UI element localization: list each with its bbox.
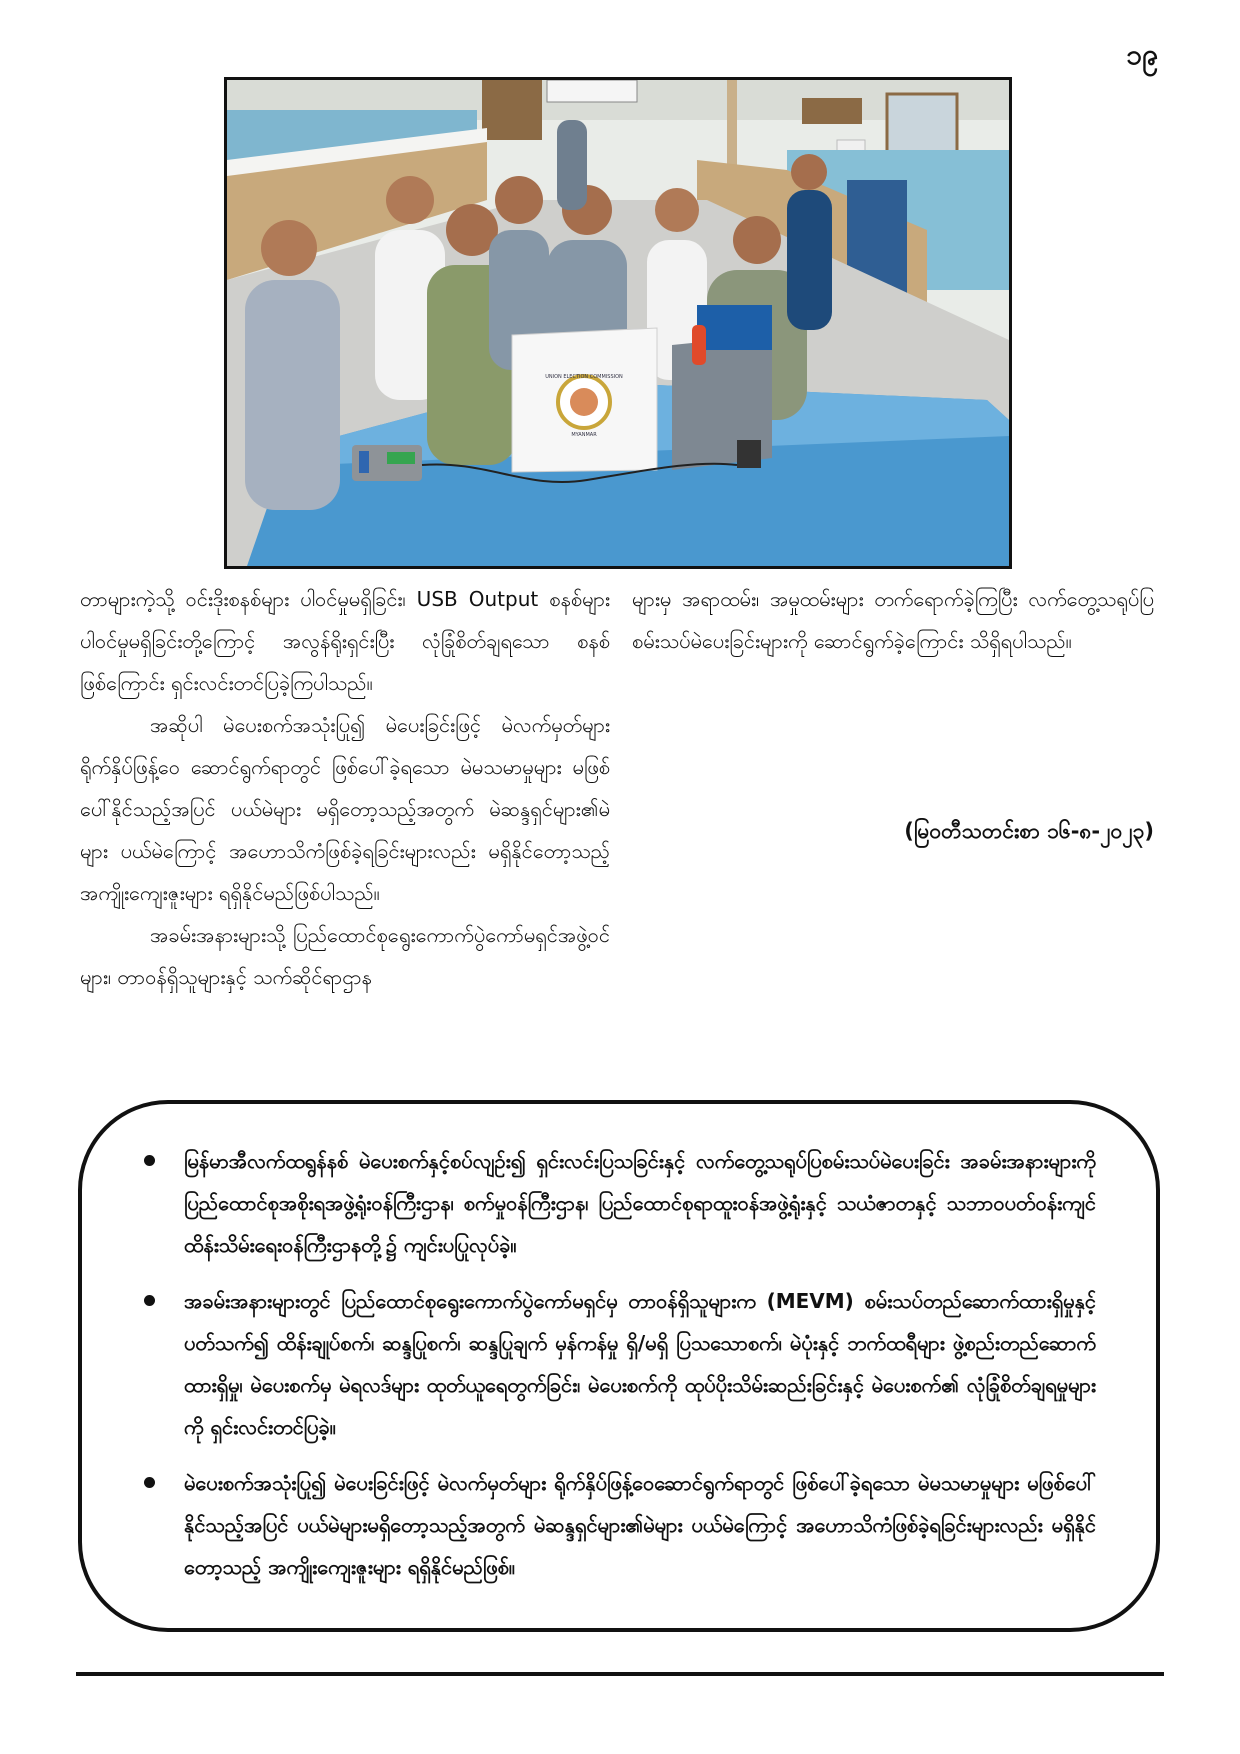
bullet-icon	[144, 1155, 155, 1166]
emblem-text-bottom: MYANMAR	[571, 432, 597, 438]
article-paragraph: အခမ်းအနားများသို့ ပြည်ထောင်စုရွေးကောက်ပွဲကော်မရှင်အဖွဲ့ဝင်များ၊ တာဝန်ရှိသူများနှင့် သက်ဆိုင်ရာဌာန	[80, 923, 610, 989]
event-photo-illustration	[227, 80, 1009, 566]
article-paragraph: များမှ အရာထမ်း၊ အမှုထမ်းများ တက်ရောက်ခဲ့ကြပြီး လက်တွေ့သရုပ်ပြစမ်းသပ်မဲပေးခြင်းများကို ဆောင်ရွက်ခဲ့ကြောင်း သိရှိရပါသည်။	[632, 587, 1154, 653]
article-paragraph: အဆိုပါ မဲပေးစက်အသုံးပြု၍ မဲပေးခြင်းဖြင့် မဲလက်မှတ်များ ရိုက်နှိပ်ဖြန့်ဝေ ဆောင်ရွက်ရာတွင် ဖြစ်ပေါ်ခဲ့ရသော မဲမသမာမှုများ မဖြစ်ပေါ်နိုင်သည့်အပြင် ပယ်မဲများ မရှိတော့သည့်အတွက် မဲဆန္ဒရှင်များ၏မဲများ ပယ်မဲကြောင့် အဟောသိကံဖြစ်ခဲ့ရခြင်းများလည်း မရှိနိုင်တော့သည့် အကျိုးကျေးဇူးများ ရရှိနိုင်မည်ဖြစ်ပါသည်။	[80, 713, 610, 905]
summary-item-text: မြန်မာအီလက်ထရွန်နစ် မဲပေးစက်နှင့်စပ်လျဉ်း၍ ရှင်းလင်းပြသခြင်းနှင့် လက်တွေ့သရုပ်ပြစမ်းသပ်မဲပေးခြင်း အခမ်းအနားများကို ပြည်ထောင်စုအစိုးရအဖွဲ့ရုံးဝန်ကြီးဌာန၊ စက်မှုဝန်ကြီးဌာန၊ ပြည်ထောင်စုရာထူးဝန်အဖွဲ့ရုံးနှင့် သယံဇာတနှင့် သဘာဝပတ်ဝန်းကျင်ထိန်းသိမ်းရေးဝန်ကြီးဌာနတို့၌ ကျင်းပပြုလုပ်ခဲ့။	[184, 1149, 1096, 1257]
summary-item-text: မဲပေးစက်အသုံးပြု၍ မဲပေးခြင်းဖြင့် မဲလက်မှတ်များ ရိုက်နှိပ်ဖြန့်ဝေဆောင်ရွက်ရာတွင် ဖြစ်ပေါ်ခဲ့ရသော မဲမသမာမှုများ မဖြစ်ပေါ်နိုင်သည့်အပြင် ပယ်မဲများမရှိတော့သည့်အတွက် မဲဆန္ဒရှင်များ၏မဲများ ပယ်မဲကြောင့် အဟောသိကံဖြစ်ခဲ့ရခြင်းများလည်း မရှိနိုင်တော့သည့် အကျိုးကျေးဇူးများ ရရှိနိုင်မည်ဖြစ်။	[184, 1471, 1096, 1579]
event-photo	[224, 77, 1012, 569]
article-paragraph: တာများကဲ့သို့ ဝင်းဒိုးစနစ်များ ပါဝင်မှုမရှိခြင်း၊ USB Output စနစ်များ ပါဝင်မှုမရှိခြင်းတို့ကြောင့် အလွန်ရိုးရှင်းပြီး လုံခြုံစိတ်ချရသော စနစ်ဖြစ်ကြောင်း ရှင်းလင်းတင်ပြခဲ့ကြပါသည်။	[80, 587, 610, 695]
bottom-divider	[76, 1672, 1164, 1676]
summary-list	[144, 1140, 1096, 1588]
article-left-column	[80, 578, 610, 998]
summary-item-text: အခမ်းအနားများတွင် ပြည်ထောင်စုရွေးကောက်ပွဲကော်မရှင်မှ တာဝန်ရှိသူများက (MEVM) စမ်းသပ်တည်ဆောက်ထားရှိမှုနှင့်ပတ်သက်၍ ထိန်းချုပ်စက်၊ ဆန္ဒပြုစက်၊ ဆန္ဒပြုချက် မှန်ကန်မှု ရှိ/မရှိ ပြသသောစက်၊ မဲပုံးနှင့် ဘက်ထရီများ ဖွဲ့စည်းတည်ဆောက်ထားရှိမှု၊ မဲပေးစက်မှ မဲရလဒ်များ ထုတ်ယူရေတွက်ခြင်း၊ မဲပေးစက်ကို ထုပ်ပိုးသိမ်းဆည်းခြင်းနှင့် မဲပေးစက်၏ လုံခြုံစိတ်ချရမှုများကို ရှင်းလင်းတင်ပြခဲ့။	[184, 1289, 1096, 1439]
summary-item	[144, 1140, 1096, 1266]
emblem-text-top: UNION ELECTION COMMISSION	[545, 374, 623, 380]
summary-item	[144, 1462, 1096, 1588]
bullet-icon	[144, 1295, 155, 1306]
summary-item	[144, 1280, 1096, 1448]
article-right-column	[632, 578, 1154, 662]
news-source: (မြဝတီသတင်းစာ ၁၆-၈-၂၀၂၃)	[904, 819, 1154, 843]
voting-booth	[512, 328, 657, 472]
page-number: ၁၉	[1126, 38, 1158, 71]
summary-box	[78, 1100, 1160, 1632]
bullet-icon	[144, 1477, 155, 1488]
